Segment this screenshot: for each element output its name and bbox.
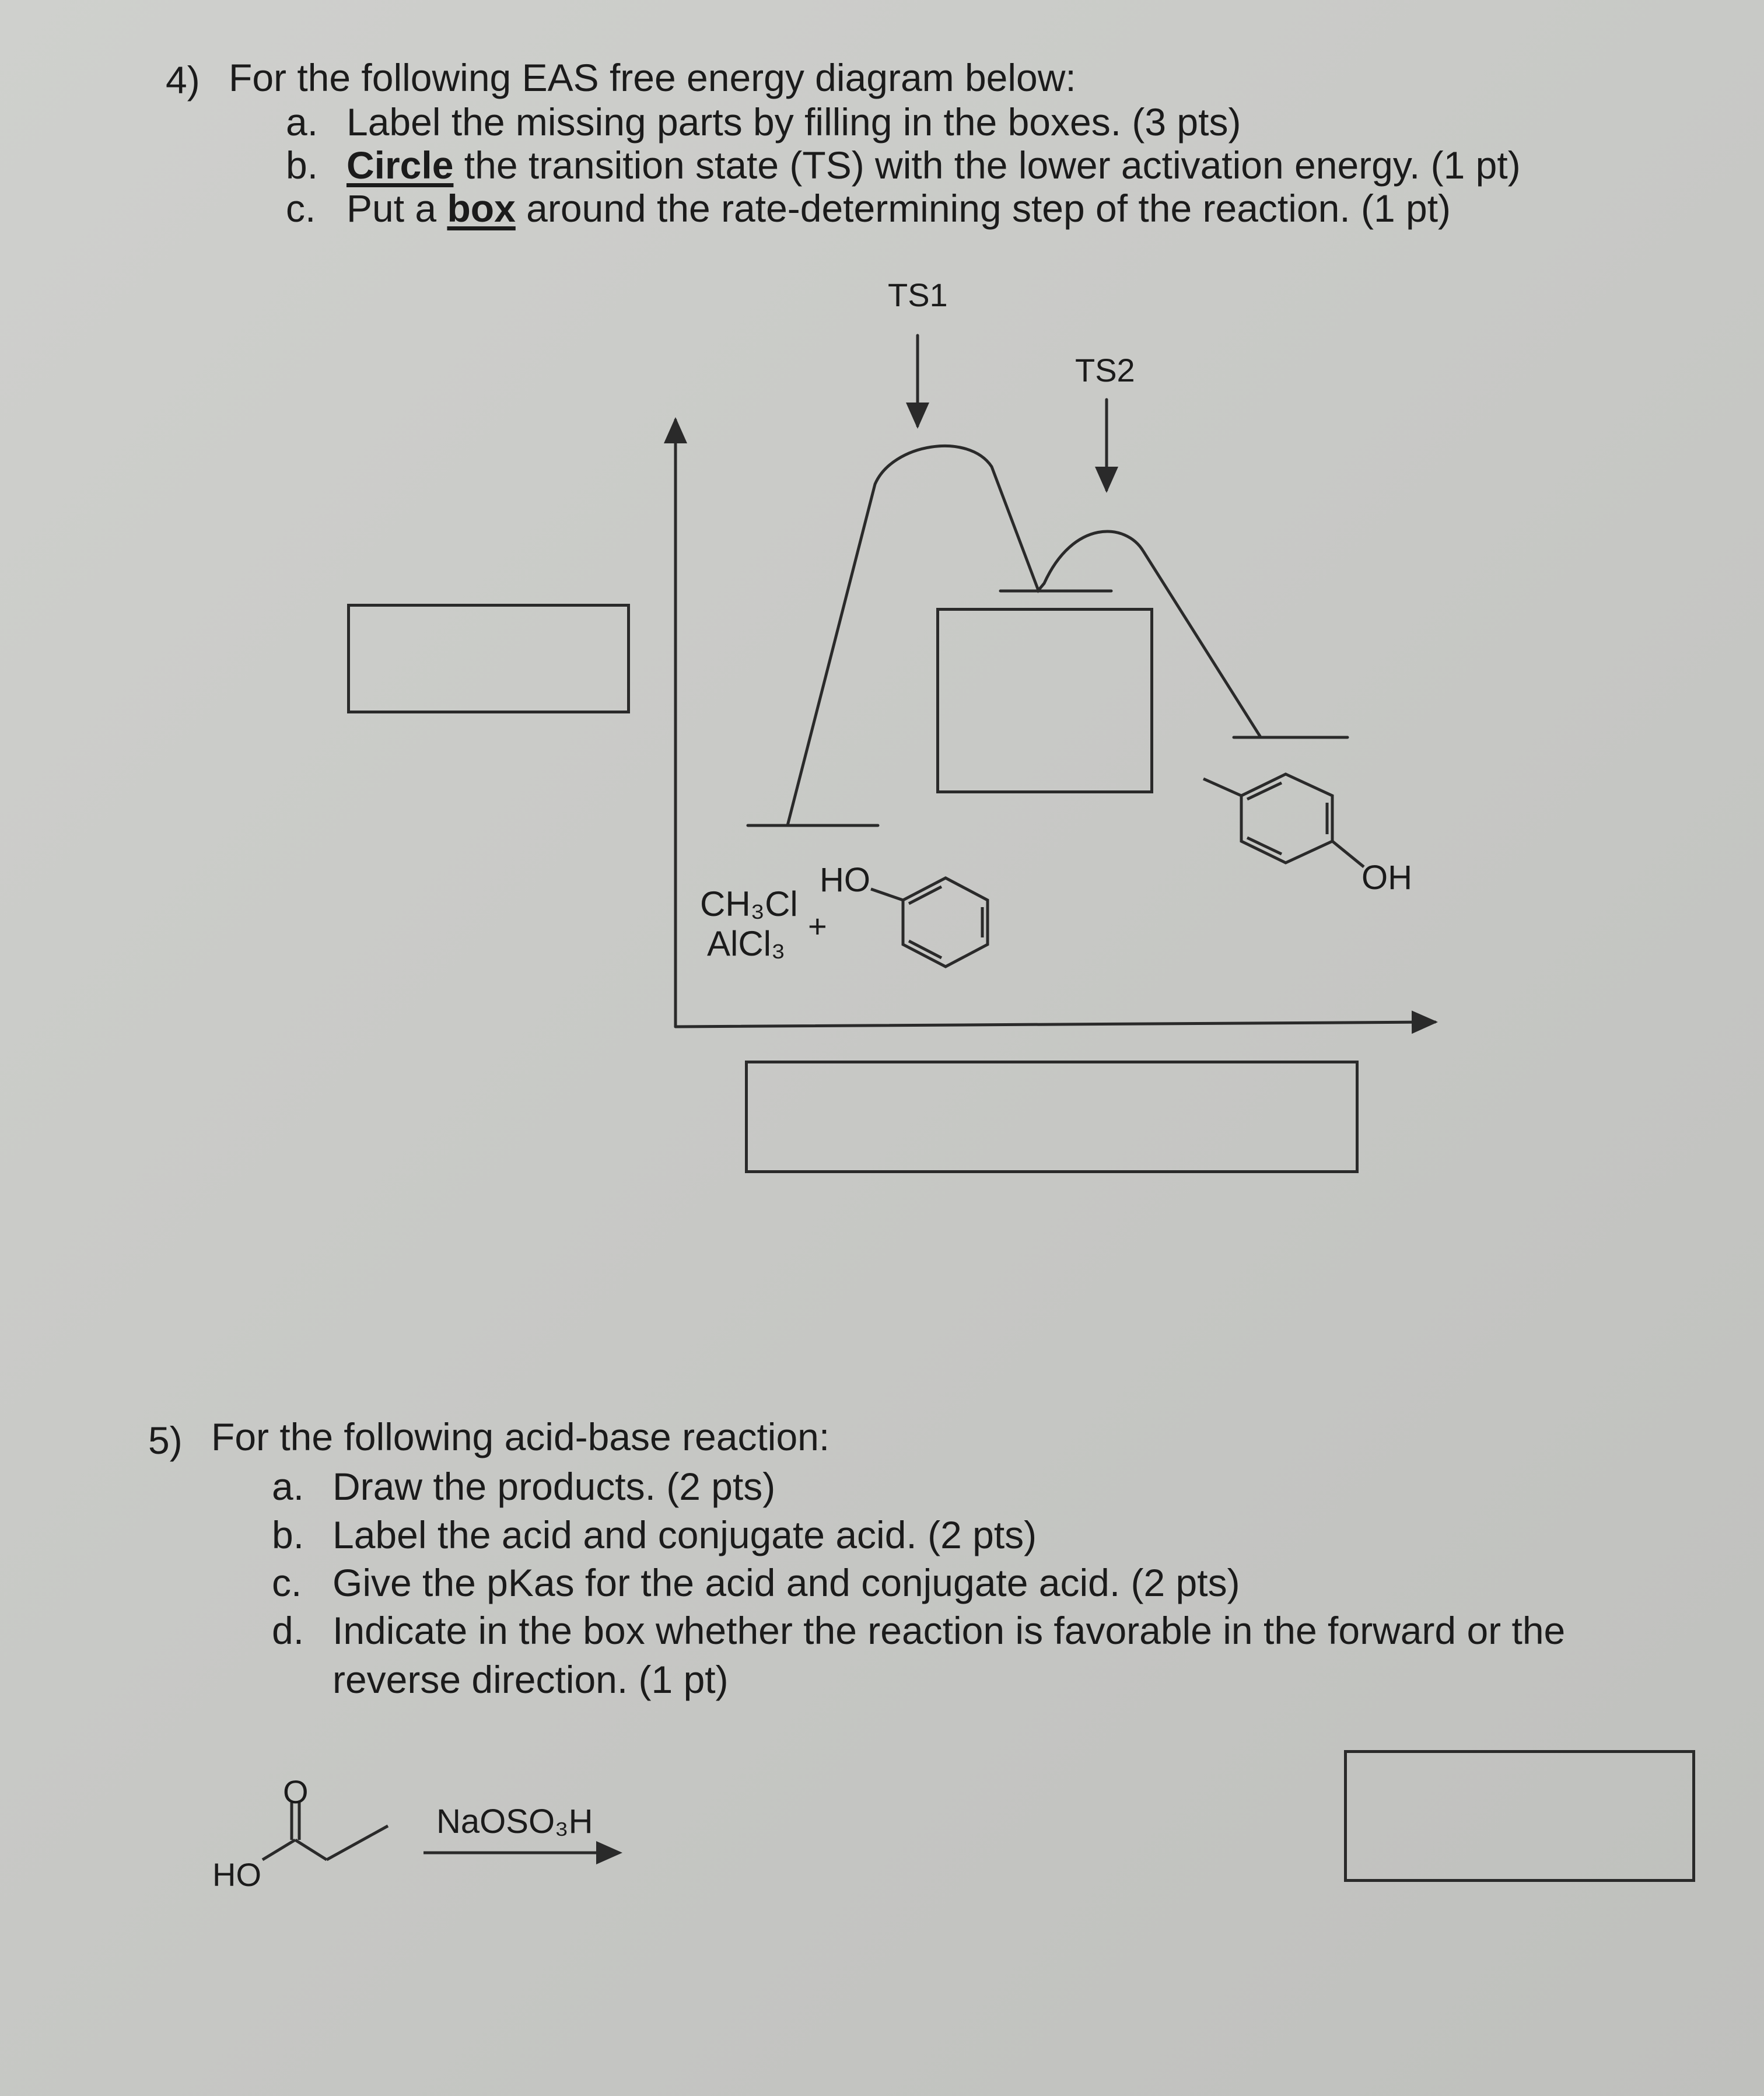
reagent-ch3cl: CH₃Cl xyxy=(700,884,798,923)
q4-b-text: the transition state (TS) with the lower activation energy. (1 pt) xyxy=(453,144,1521,187)
product-oh-bond xyxy=(1332,841,1364,867)
product-methyl-bond xyxy=(1203,779,1241,796)
q4-c-text: around the rate-determining step of the reaction. (1 pt) xyxy=(515,187,1451,230)
q5-part-d xyxy=(272,1611,1565,1650)
q5-a-letter: a. xyxy=(272,1465,304,1508)
reactant-oh-label: HO xyxy=(820,861,870,899)
q4-title: For the following EAS free energy diagram below: xyxy=(229,56,1076,99)
q4-b-emph: Circle xyxy=(346,144,454,187)
q5-part-a xyxy=(272,1467,775,1506)
q5-d-text: Indicate in the box whether the reaction is favorable in the forward or the xyxy=(332,1609,1566,1652)
product-benzene-ring xyxy=(1241,774,1332,863)
reagent-alcl3: AlCl₃ xyxy=(707,924,786,963)
q5-c-text: Give the pKas for the acid and conjugate acid. (2 pts) xyxy=(332,1561,1240,1604)
q4-a-letter: a. xyxy=(286,100,318,144)
answer-box-intermediate[interactable] xyxy=(936,608,1153,793)
q4-a-text: Label the missing parts by filling in the boxes. (3 pts) xyxy=(346,100,1241,144)
ts1-label: TS1 xyxy=(888,277,948,313)
reaction-ho-label: HO xyxy=(212,1856,261,1893)
q5-c-letter: c. xyxy=(272,1561,302,1604)
plus-sign: + xyxy=(808,908,827,944)
answer-box-direction[interactable] xyxy=(1344,1750,1695,1882)
q4-b-letter: b. xyxy=(286,144,318,187)
q5-title: For the following acid-base reaction: xyxy=(211,1415,830,1458)
q5-part-d-line2: reverse direction. (1 pt) xyxy=(332,1658,729,1701)
q5-part-c xyxy=(272,1563,1240,1602)
reactant-oh-bond xyxy=(871,889,903,900)
reaction-reagent: NaOSO₃H xyxy=(436,1803,593,1840)
answer-box-x-axis[interactable] xyxy=(745,1061,1359,1173)
q4-c-emph: box xyxy=(447,187,516,230)
q5-number: 5) xyxy=(148,1419,183,1462)
q5-a-text: Draw the products. (2 pts) xyxy=(332,1465,776,1508)
answer-box-y-axis[interactable] xyxy=(347,604,630,713)
q5-b-text: Label the acid and conjugate acid. (2 pts) xyxy=(332,1513,1037,1556)
q4-c-letter: c. xyxy=(286,187,316,230)
q4-c-pre: Put a xyxy=(346,187,447,230)
q5-b-letter: b. xyxy=(272,1513,304,1556)
q5-d-letter: d. xyxy=(272,1609,304,1652)
q5-part-b xyxy=(272,1513,1037,1556)
x-axis xyxy=(676,1022,1435,1027)
reaction-o-label: O xyxy=(283,1773,309,1810)
product-oh-label: OH xyxy=(1362,859,1412,897)
ts2-label: TS2 xyxy=(1075,352,1135,389)
q4-number: 4) xyxy=(166,58,200,102)
reactant-benzene-ring xyxy=(903,878,988,967)
